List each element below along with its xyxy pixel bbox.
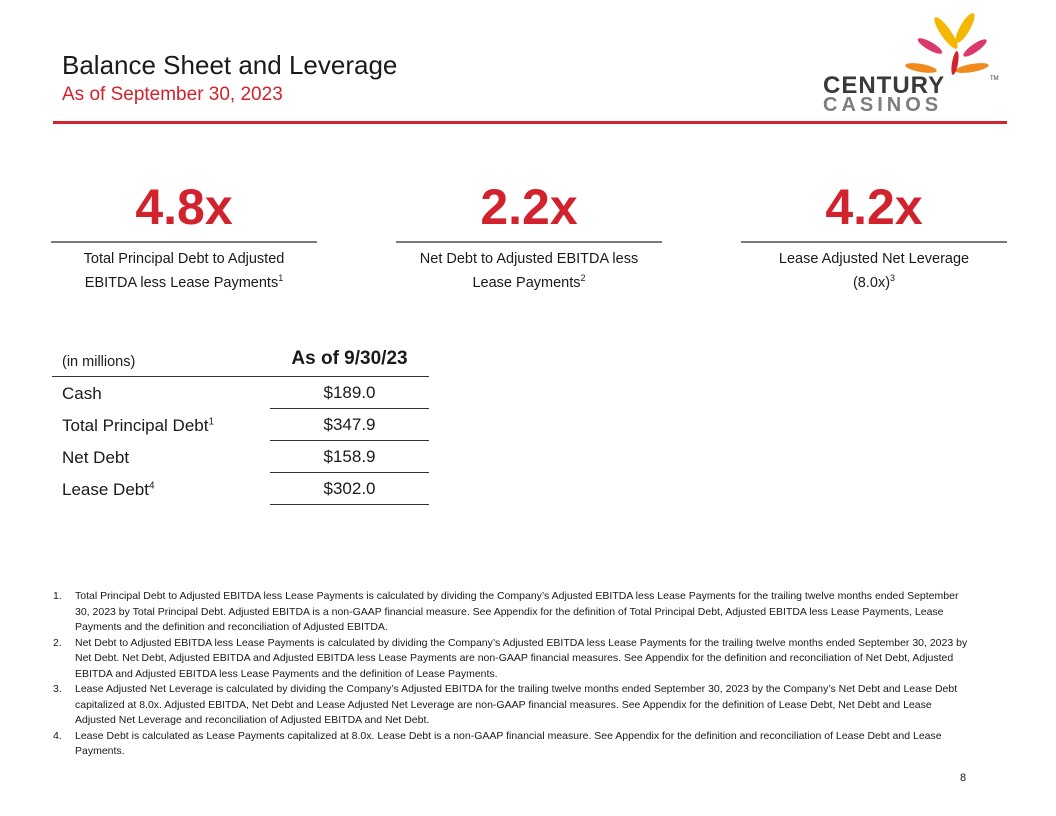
row-value: $189.0 (270, 377, 429, 409)
footnote-text: Lease Adjusted Net Leverage is calculated by dividing the Company’s Adjusted EBITDA for the trailing twelve months ended September 30, 2023 by the Company’s Net Debt and Lease Debt capitalized at 8.0x. Adjusted EBITDA, Net Debt and Lease Adjusted Net Leverage are non-GAAP financial measures. See Appendix for the definition of Lease Debt, Net Debt and Lease Adjusted Net Leverage and reconciliation of Adjusted EBITDA and Net Debt. (75, 683, 958, 726)
metric-divider (741, 241, 1007, 243)
metric-label-line1: Net Debt to Adjusted EBITDA less (419, 251, 639, 267)
metric-label (51, 250, 317, 293)
metric-label-line2: EBITDA less Lease Payments (84, 274, 279, 291)
row-value: $347.9 (270, 409, 429, 441)
metric-value: 2.2x (480, 179, 578, 235)
footnote-number: 2. (53, 636, 62, 649)
metric-label-line1: Total Principal Debt to Adjusted (83, 251, 285, 267)
footnote-number: 1. (53, 590, 62, 602)
table-row (52, 409, 429, 441)
page-number: 8 (960, 772, 967, 784)
logo-text-casinos: CASINOS (823, 94, 943, 116)
balance-sheet-table (52, 342, 429, 505)
footnote-number: 3. (53, 683, 62, 695)
footnote-item (53, 589, 973, 636)
logo-text-century: CENTURY (823, 72, 946, 99)
page-subtitle: As of September 30, 2023 (62, 84, 283, 105)
row-value: $158.9 (270, 441, 429, 473)
century-casinos-logo (818, 6, 1002, 116)
metric-value: 4.2x (825, 179, 923, 235)
logo-trademark: TM (990, 76, 999, 82)
footnote-ref: 1 (208, 416, 215, 428)
table-row (52, 473, 429, 505)
metric-label (396, 250, 662, 293)
metric-label-line2: Lease Payments (472, 274, 581, 291)
row-label (62, 384, 102, 404)
table-row (52, 377, 429, 409)
footnote-item (53, 682, 973, 729)
footnote-ref: 3 (890, 273, 896, 283)
row-label-text: Lease Debt (62, 480, 149, 499)
metric-lease-adjusted-net-leverage (741, 178, 1007, 293)
row-label-text: Cash (62, 384, 102, 403)
metric-label-line2: (8.0x) (852, 274, 891, 291)
footnote-item (53, 636, 973, 683)
table-header (52, 342, 429, 377)
footnote-ref: 2 (580, 273, 586, 283)
metric-value: 4.8x (135, 179, 233, 235)
row-label-text: Total Principal Debt (62, 416, 209, 435)
metric-divider (51, 241, 317, 243)
row-label-text: Net Debt (62, 448, 130, 467)
logo-petals-icon (905, 11, 990, 76)
footnote-text: Net Debt to Adjusted EBITDA less Lease Payments is calculated by dividing the Company’s Adjusted EBITDA less Lease Payments for the trailing twelve months ended September 30, 2023 by Net Debt. Net Debt, Adjusted EBITDA and Adjusted EBITDA less Lease Payments are non-GAAP financial measures. See Appendix for the definition and reconciliation of Net Debt, Adjusted EBITDA and Adjusted EBITDA less Lease Payments and the definition of Lease Payments. (75, 636, 968, 680)
page-title: Balance Sheet and Leverage (62, 50, 398, 80)
footnote-ref: 4 (148, 480, 155, 492)
row-label (62, 416, 214, 436)
metric-total-principal-debt (51, 178, 317, 293)
footnote-number: 4. (53, 729, 62, 742)
footnote-text: Lease Debt is calculated as Lease Payments capitalized at 8.0x. Lease Debt is a non-GAAP financial measure. See Appendix for the definition and reconciliation of Lease Debt and Lease Payments. (75, 729, 942, 757)
metric-net-debt (396, 178, 662, 293)
row-label (62, 480, 155, 500)
footnotes-list (53, 589, 973, 760)
title-divider (53, 121, 1007, 124)
table-column-header: As of 9/30/23 (291, 348, 408, 369)
row-label (62, 448, 129, 468)
metric-label-line1: Lease Adjusted Net Leverage (778, 251, 970, 267)
table-row (52, 441, 429, 473)
footnote-item (53, 729, 973, 760)
metric-divider (396, 241, 662, 243)
metric-label (741, 250, 1007, 293)
footnote-ref: 1 (278, 273, 284, 283)
table-unit-label: (in millions) (62, 354, 136, 370)
footnote-text: Total Principal Debt to Adjusted EBITDA less Lease Payments is calculated by dividing the Company’s Adjusted EBITDA less Lease Payments for the trailing twelve months ended September 30, 2023 by Total Principal Debt. Adjusted EBITDA is a non-GAAP financial measure. See Appendix for the definition of Total Principal Debt, Adjusted EBITDA less Lease Payments, Lease Payments and the definition and reconciliation of Adjusted EBITDA. (75, 590, 959, 633)
row-value: $302.0 (270, 473, 429, 505)
